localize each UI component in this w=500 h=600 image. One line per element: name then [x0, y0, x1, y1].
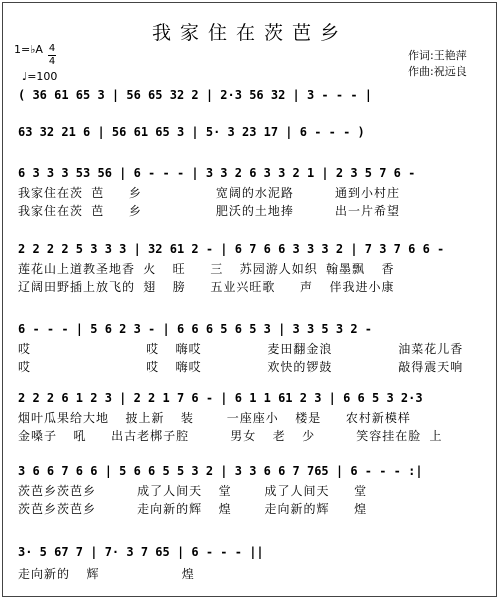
lyrics-verse-1: 莲花山上道教圣地香 火 旺 三 苏园游人如织 翰墨飘 香 — [18, 262, 395, 276]
notation: 6 - - - | 5 6 2 3 - | 6 6 6 5 6 5 3 | 3 3 5 3 2 - — [18, 322, 373, 336]
lyrics-verse-2: 哎 哎 嗨哎 欢快的锣鼓 敲得震天响 — [18, 360, 464, 374]
notation: 2 2 2 6 1 2 3 | 2 2 1 7 6 - | 6 1 1 61 2 3 | 6 6 5 3 2·3 — [18, 391, 423, 405]
lyrics-verse-2: 金嗓子 吼 出古老梆子腔 男女 老 少 笑容挂在脸 上 — [18, 429, 443, 443]
key-signature-block — [14, 44, 43, 56]
song-title: 我家住在茨芭乡 — [151, 22, 348, 44]
lyrics-verse-2: 我家住在茨 芭 乡 肥沃的土地捧 出一片希望 — [18, 204, 401, 218]
lyrics-verse-1: 哎 哎 嗨哎 麦田翻金浪 油菜花儿香 — [18, 342, 464, 356]
notation: ( 36 61 65 3 | 56 65 32 2 | 2·3 56 32 | 3 - - - | — [18, 88, 373, 102]
key-signature: 1=♭A — [14, 43, 43, 56]
notation: 3· 5 67 7 | 7· 3 7 65 | 6 - - - || — [18, 545, 264, 559]
lyrics-verse-1: 走向新的 辉 煌 — [18, 567, 195, 581]
lyricist: 作词:王艳萍 — [408, 49, 467, 62]
tempo-marking: ♩=100 — [22, 70, 58, 83]
composer: 作曲:祝远良 — [408, 65, 467, 78]
time-signature-denominator: 4 — [48, 56, 56, 67]
lyrics-verse-2: 茨芭乡茨芭乡 走向新的辉 煌 走向新的辉 煌 — [18, 502, 368, 516]
lyrics-verse-1: 烟叶瓜果给大地 披上新 装 一座座小 楼是 农村新模样 — [18, 411, 411, 425]
notation: 6 3 3 3 53 56 | 6 - - - | 3 3 2 6 3 3 2 1 | 2 3 5 7 6 - — [18, 166, 416, 180]
notation: 3 6 6 7 6 6 | 5 6 6 5 5 3 2 | 3 3 6 6 7 765 | 6 - - - :| — [18, 464, 423, 478]
notation: 63 32 21 6 | 56 61 65 3 | 5· 3 23 17 | 6 - - - ) — [18, 125, 365, 139]
lyrics-verse-2: 辽阔田野插上放飞的 翅 膀 五业兴旺歌 声 伴我进小康 — [18, 280, 395, 294]
time-signature — [48, 44, 56, 67]
lyrics-verse-1: 我家住在茨 芭 乡 宽阔的水泥路 通到小村庄 — [18, 186, 401, 200]
notation: 2 2 2 2 5 3 3 3 | 32 61 2 - | 6 7 6 6 3 3 3 2 | 7 3 7 6 6 - — [18, 242, 445, 256]
time-signature-numerator: 4 — [48, 43, 56, 54]
credits — [408, 48, 467, 80]
lyrics-verse-1: 茨芭乡茨芭乡 成了人间天 堂 成了人间天 堂 — [18, 484, 368, 498]
